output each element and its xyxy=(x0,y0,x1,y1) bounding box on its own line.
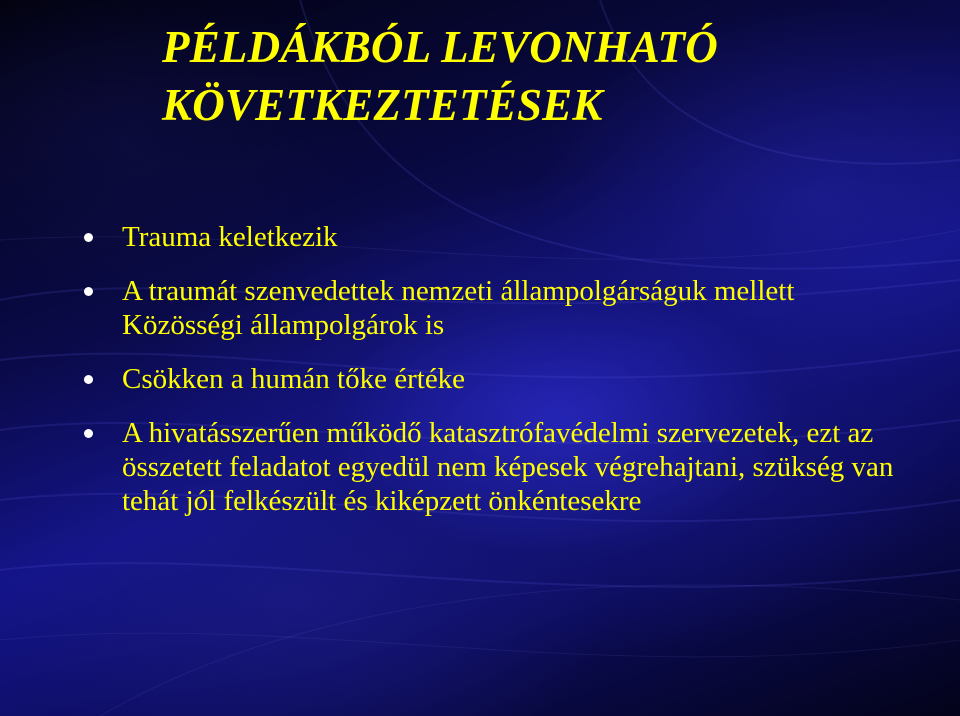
bullet-dot-icon xyxy=(84,287,93,296)
bullet-dot-icon xyxy=(84,375,93,384)
slide-title xyxy=(162,18,922,134)
bullet-item xyxy=(80,274,900,342)
bullet-item xyxy=(80,416,900,518)
bullet-item xyxy=(80,220,900,254)
bullet-text: Trauma keletkezik xyxy=(122,221,338,253)
slide-title-line-1: PÉLDÁKBÓL LEVONHATÓ xyxy=(162,22,718,72)
bullet-dot-icon xyxy=(84,429,93,438)
bullet-text: A hivatásszerűen működő katasztrófavédelmi szervezetek, ezt az összetett feladatot egyedül nem képesek végrehajtani, szükség van tehát jól felkészült és kiképzett önkéntesekre xyxy=(122,417,894,517)
bullet-text: Csökken a humán tőke értéke xyxy=(122,363,466,395)
bullet-item xyxy=(80,362,900,396)
bullet-text: A traumát szenvedettek nemzeti állampolgárságuk mellett Közösségi állampolgárok is xyxy=(122,275,795,341)
bullet-list xyxy=(80,220,900,518)
slide-title-line-2: KÖVETKEZTETÉSEK xyxy=(162,80,603,130)
bullet-dot-icon xyxy=(84,233,93,242)
